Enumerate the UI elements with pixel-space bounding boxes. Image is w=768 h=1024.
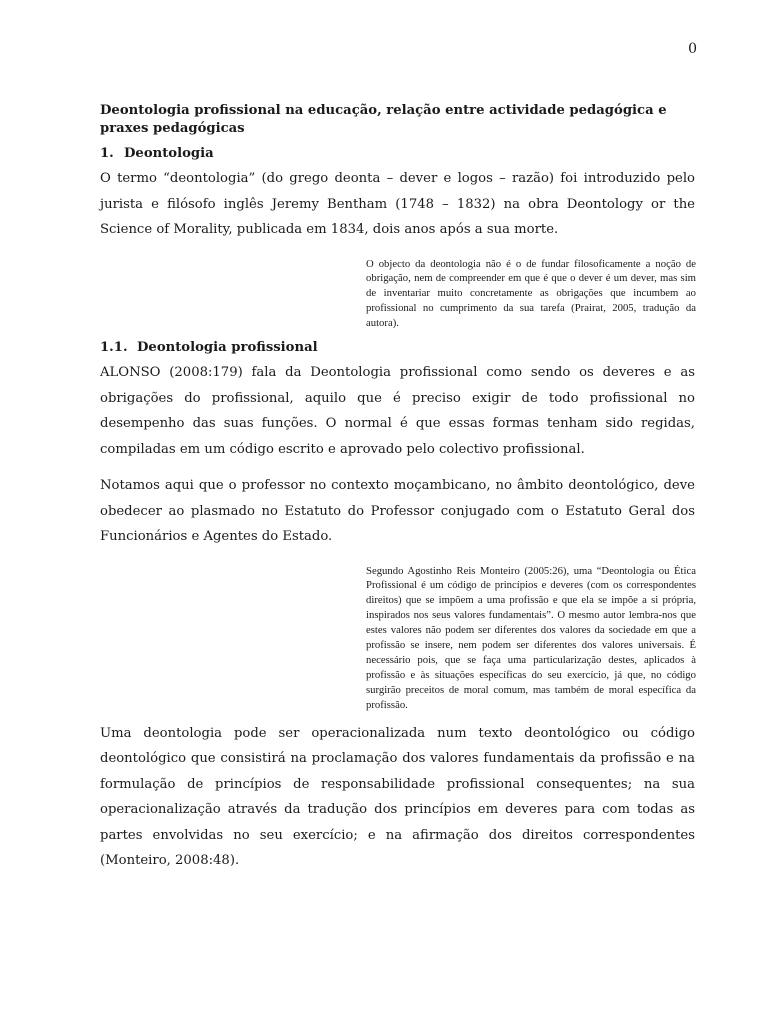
block-quote-monteiro: Segundo Agostinho Reis Monteiro (2005:26), uma “Deontologia ou Ética Profissional é um código de princípios e deveres (com os correspondentes direitos) que se impõem a uma profissão e que ela se impõe a si própria, inspirados nos seus valores fundamentais”. O mesmo autor lembra-nos que estes valores não podem ser diferentes dos valores da sociedade em que a profissão se insere, nem podem ser diferentes dos valores universais. É necessário pois, que se faça uma particularização destes, aplicados à profissão e às situações específicas do seu exercício, já que, no código surgirão preceitos de moral comum, mas também de moral específica da profissão. <box>366 564 696 711</box>
section-number: 1.1. <box>100 340 128 356</box>
section-heading-deontologia-profissional <box>100 339 695 357</box>
section-number: 1. <box>100 146 114 161</box>
paragraph-professor-mocambicano: Notamos aqui que o professor no contexto moçambicano, no âmbito deontológico, deve obedecer ao plasmado no Estatuto do Professor conjugado com o Estatuto Geral dos Funcionários e Agentes do Estado. <box>100 478 695 545</box>
page-number: 0 <box>688 41 697 57</box>
section-title: Deontologia <box>124 146 214 161</box>
intro-paragraph: O termo “deontologia” (do grego deonta – dever e logos – razão) foi introduzido pelo jurista e filósofo inglês Jeremy Bentham (1748 – 1832) na obra Deontology or the Science of Morality, publicada em 1834, dois anos após a sua morte. <box>100 171 695 237</box>
section-title: Deontologia profissional <box>137 340 318 356</box>
block-quote-prairat: O objecto da deontologia não é o de fundar filosoficamente a noção de obrigação, nem de compreender em que é que o dever é um dever, mas sim de inventariar muito concretamente as obrigações que incumbem ao profissional no cumprimento da sua tarefa (Prairat, 2005, tradução da autora). <box>366 257 696 330</box>
paragraph-operacionalizacao: Uma deontologia pode ser operacionalizada num texto deontológico ou código deontológico que consistirá na proclamação dos valores fundamentais da profissão e na formulação de princípios de responsabilidade profissional consequentes; na sua operacionalização através da tradução dos princípios em deveres para com todas as partes envolvidas no seu exercício; e na afirmação dos direitos correspondentes (Monteiro, 2008:48). <box>100 725 695 869</box>
document-title: Deontologia profissional na educação, relação entre actividade pedagógica e praxes pedagógicas <box>100 103 667 136</box>
paragraph-alonso: ALONSO (2008:179) fala da Deontologia profissional como sendo os deveres e as obrigações do profissional, aquilo que é preciso exigir de todo profissional no desempenho das suas funções. O normal é que essas formas tenham sido regidas, compiladas em um código escrito e aprovado pelo colectivo profissional. <box>100 365 695 457</box>
document-body <box>100 102 695 874</box>
section-heading-deontologia <box>100 145 695 163</box>
